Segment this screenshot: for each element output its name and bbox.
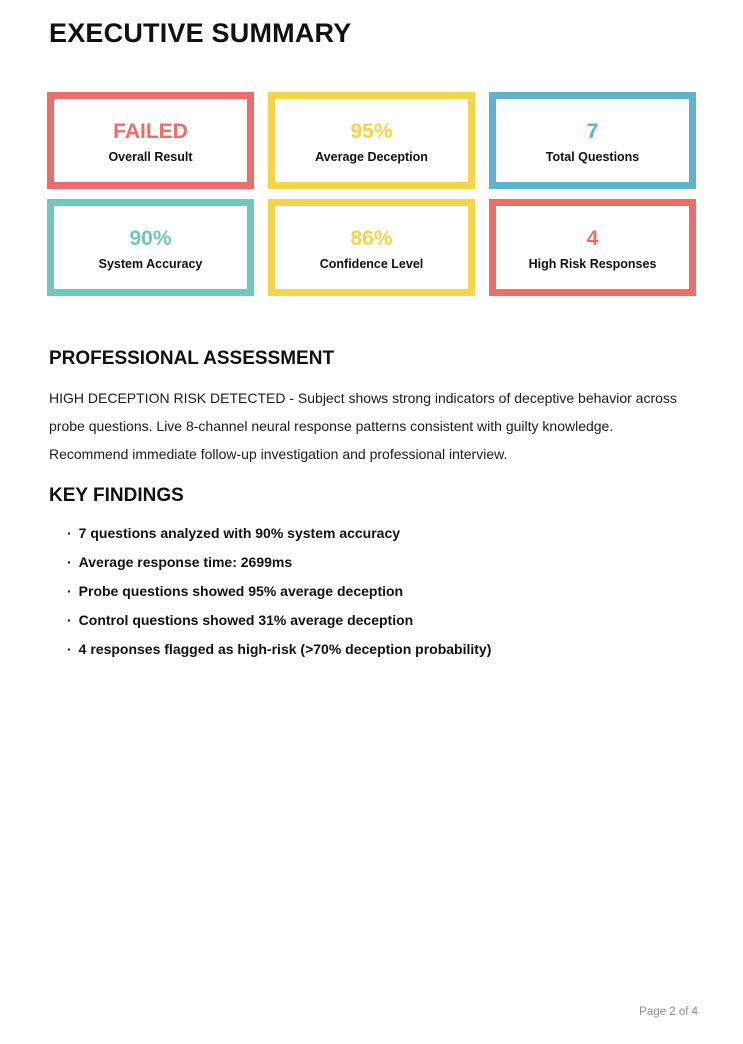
key-finding-item <box>67 635 696 664</box>
stat-card-total-questions <box>489 92 696 189</box>
stat-value: 4 <box>586 227 599 251</box>
bullet-icon: · <box>67 640 72 657</box>
stat-cards-grid <box>47 92 696 296</box>
key-finding-item <box>67 606 696 635</box>
key-findings-list <box>47 519 696 664</box>
stat-label: Overall Result <box>108 150 193 165</box>
stat-value: 90% <box>129 227 172 251</box>
key-finding-text: Control questions showed 31% average deception <box>78 611 414 628</box>
key-finding-item <box>67 577 696 606</box>
stat-card-confidence-level <box>268 199 475 296</box>
stat-label: System Accuracy <box>98 257 203 272</box>
stat-label: Total Questions <box>545 150 640 165</box>
stat-value: 95% <box>350 120 393 144</box>
stat-value: 86% <box>350 227 393 251</box>
key-finding-text: Probe questions showed 95% average deception <box>78 582 404 599</box>
key-finding-text: 7 questions analyzed with 90% system accuracy <box>78 524 401 541</box>
stat-card-system-accuracy <box>47 199 254 296</box>
stat-label: High Risk Responses <box>528 257 657 272</box>
stat-card-high-risk-responses <box>489 199 696 296</box>
bullet-icon: · <box>67 582 72 599</box>
assessment-body-text: HIGH DECEPTION RISK DETECTED - Subject shows strong indicators of deceptive behavior across probe questions. Live 8-channel neural response patterns consistent with guilty knowledge. Recommend immediate follow-up investigation and professional interview. <box>49 389 677 462</box>
key-finding-text: 4 responses flagged as high-risk (>70% deception probability) <box>78 640 492 657</box>
stat-value: 7 <box>586 120 599 144</box>
bullet-icon: · <box>67 524 72 541</box>
bullet-icon: · <box>67 611 72 628</box>
section-heading-professional-assessment: PROFESSIONAL ASSESSMENT <box>49 348 335 370</box>
bullet-icon: · <box>67 553 72 570</box>
stat-label: Average Deception <box>315 150 428 165</box>
stat-value: FAILED <box>113 120 188 144</box>
page-number: Page 2 of 4 <box>639 1006 698 1018</box>
stat-card-average-deception <box>268 92 475 189</box>
stat-card-overall-result <box>47 92 254 189</box>
page-title: EXECUTIVE SUMMARY <box>49 18 352 48</box>
key-finding-text: Average response time: 2699ms <box>78 553 293 570</box>
key-finding-item <box>67 519 696 548</box>
section-heading-key-findings: KEY FINDINGS <box>49 484 184 506</box>
key-finding-item <box>67 548 696 577</box>
stat-label: Confidence Level <box>319 257 424 272</box>
